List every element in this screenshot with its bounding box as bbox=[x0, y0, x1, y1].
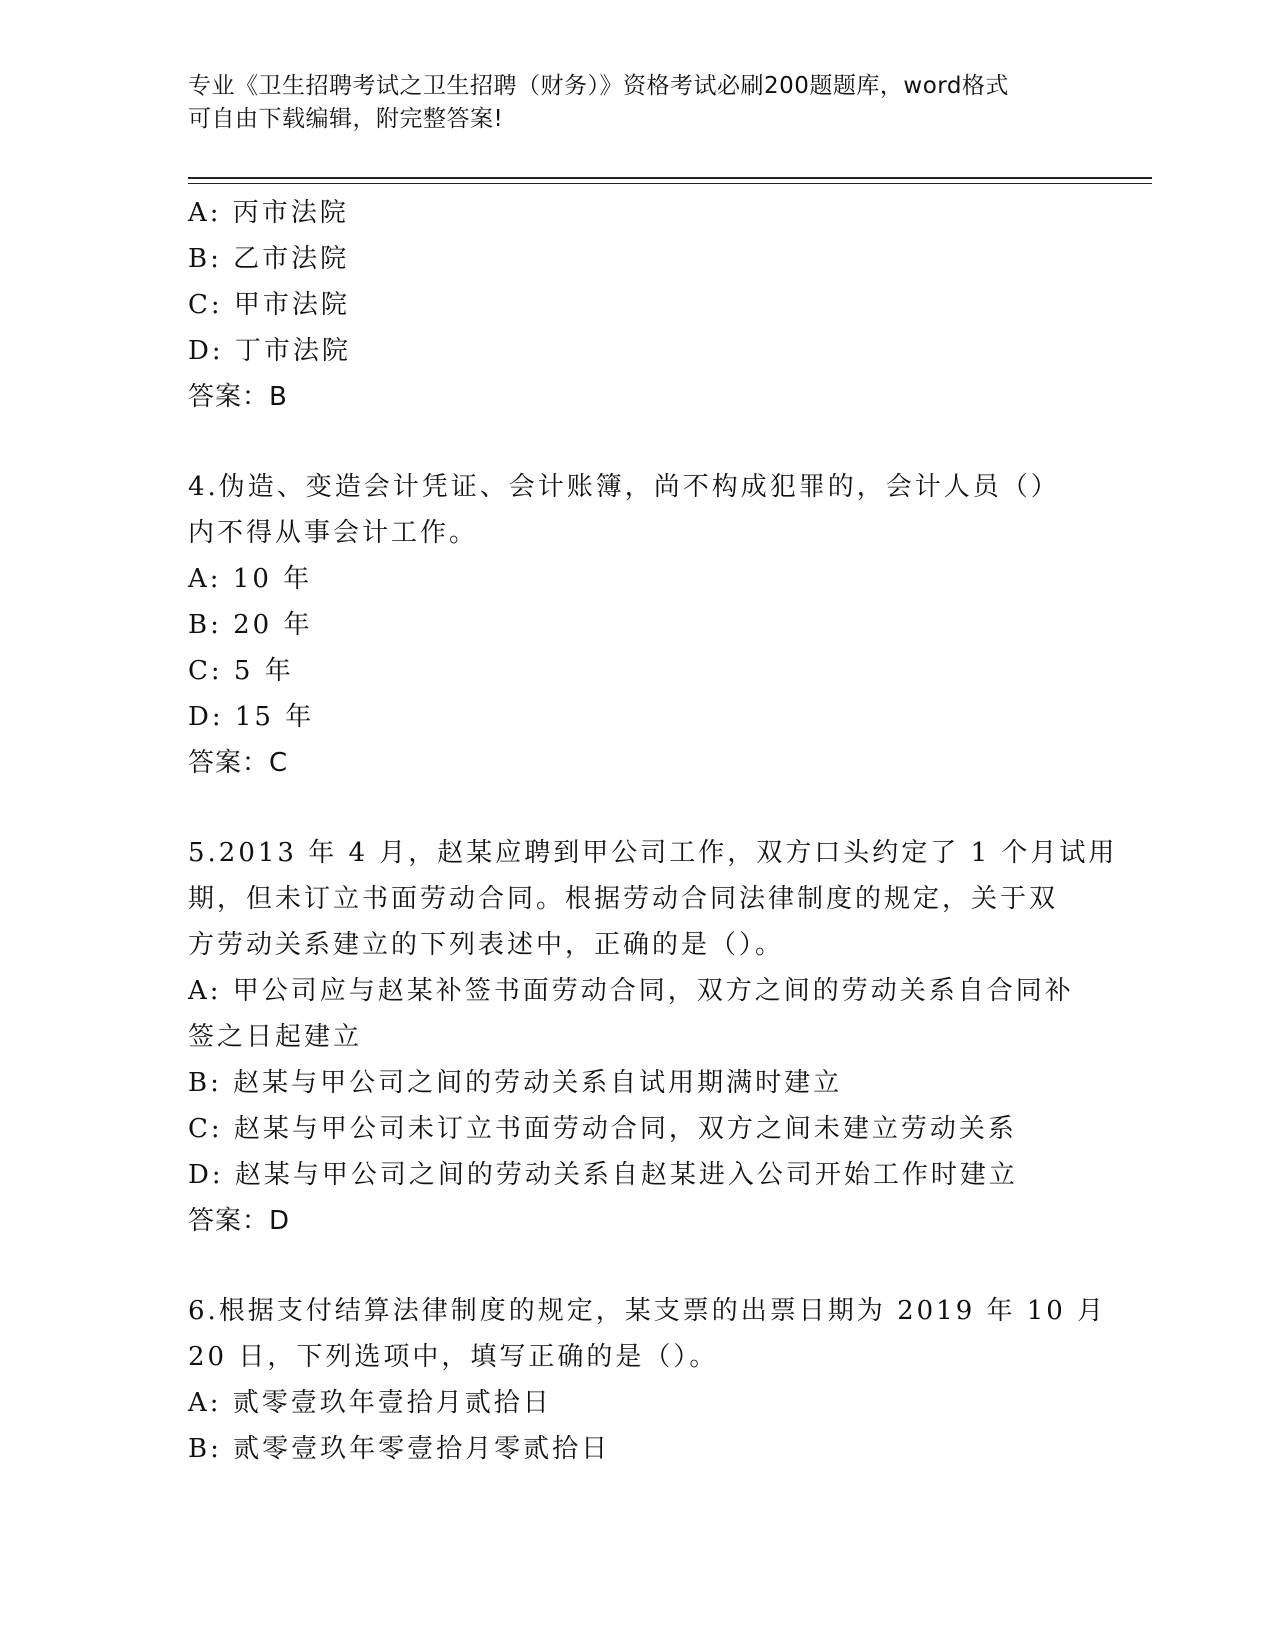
option-a-continued: 签之日起建立 bbox=[188, 1022, 363, 1052]
option-b: B: 赵某与甲公司之间的劳动关系自试用期满时建立 bbox=[188, 1068, 843, 1098]
option-d: D: 15 年 bbox=[188, 702, 315, 732]
question-5 bbox=[188, 830, 1118, 1244]
option-a: A: 10 年 bbox=[188, 564, 313, 594]
option-c: C: 5 年 bbox=[188, 656, 294, 686]
header-divider-thin bbox=[188, 183, 1152, 184]
header-line-1: 专业《卫生招聘考试之卫生招聘（财务）》资格考试必刷200题题库，word格式 bbox=[188, 73, 1009, 99]
option-a: A: 贰零壹玖年壹拾月贰拾日 bbox=[188, 1388, 552, 1418]
answer: 答案：C bbox=[188, 748, 289, 778]
option-b: B: 乙市法院 bbox=[188, 244, 350, 274]
header-divider-thick bbox=[188, 177, 1152, 179]
question-stem: 5.2013 年 4 月，赵某应聘到甲公司工作，双方口头约定了 1 个月试用 bbox=[188, 838, 1118, 868]
question-stem: 20 日，下列选项中，填写正确的是（）。 bbox=[188, 1342, 719, 1372]
question-4 bbox=[188, 464, 1088, 786]
question-stem: 方劳动关系建立的下列表述中，正确的是（）。 bbox=[188, 930, 785, 960]
header-line-2: 可自由下载编辑，附完整答案! bbox=[188, 106, 504, 132]
document-header bbox=[188, 70, 1068, 136]
option-b: B: 20 年 bbox=[188, 610, 313, 640]
question-stem: 4.伪造、变造会计凭证、会计账簿，尚不构成犯罪的，会计人员（） bbox=[188, 472, 1060, 502]
question-stem: 期，但未订立书面劳动合同。根据劳动合同法律制度的规定，关于双 bbox=[188, 884, 1059, 914]
option-c: C: 赵某与甲公司未订立书面劳动合同，双方之间未建立劳动关系 bbox=[188, 1114, 1017, 1144]
question-6 bbox=[188, 1288, 1107, 1472]
question-3 bbox=[188, 190, 1088, 420]
question-stem: 6.根据支付结算法律制度的规定，某支票的出票日期为 2019 年 10 月 bbox=[188, 1296, 1107, 1326]
question-stem: 内不得从事会计工作。 bbox=[188, 518, 479, 548]
question-list bbox=[188, 190, 1118, 1472]
option-b: B: 贰零壹玖年零壹拾月零贰拾日 bbox=[188, 1434, 611, 1464]
option-d: D: 丁市法院 bbox=[188, 336, 351, 366]
option-a: A: 甲公司应与赵某补签书面劳动合同，双方之间的劳动关系自合同补 bbox=[188, 976, 1074, 1006]
option-a: A: 丙市法院 bbox=[188, 198, 349, 228]
option-c: C: 甲市法院 bbox=[188, 290, 350, 320]
answer: 答案：B bbox=[188, 382, 288, 412]
option-d: D: 赵某与甲公司之间的劳动关系自赵某进入公司开始工作时建立 bbox=[188, 1160, 1018, 1190]
answer: 答案：D bbox=[188, 1206, 291, 1236]
